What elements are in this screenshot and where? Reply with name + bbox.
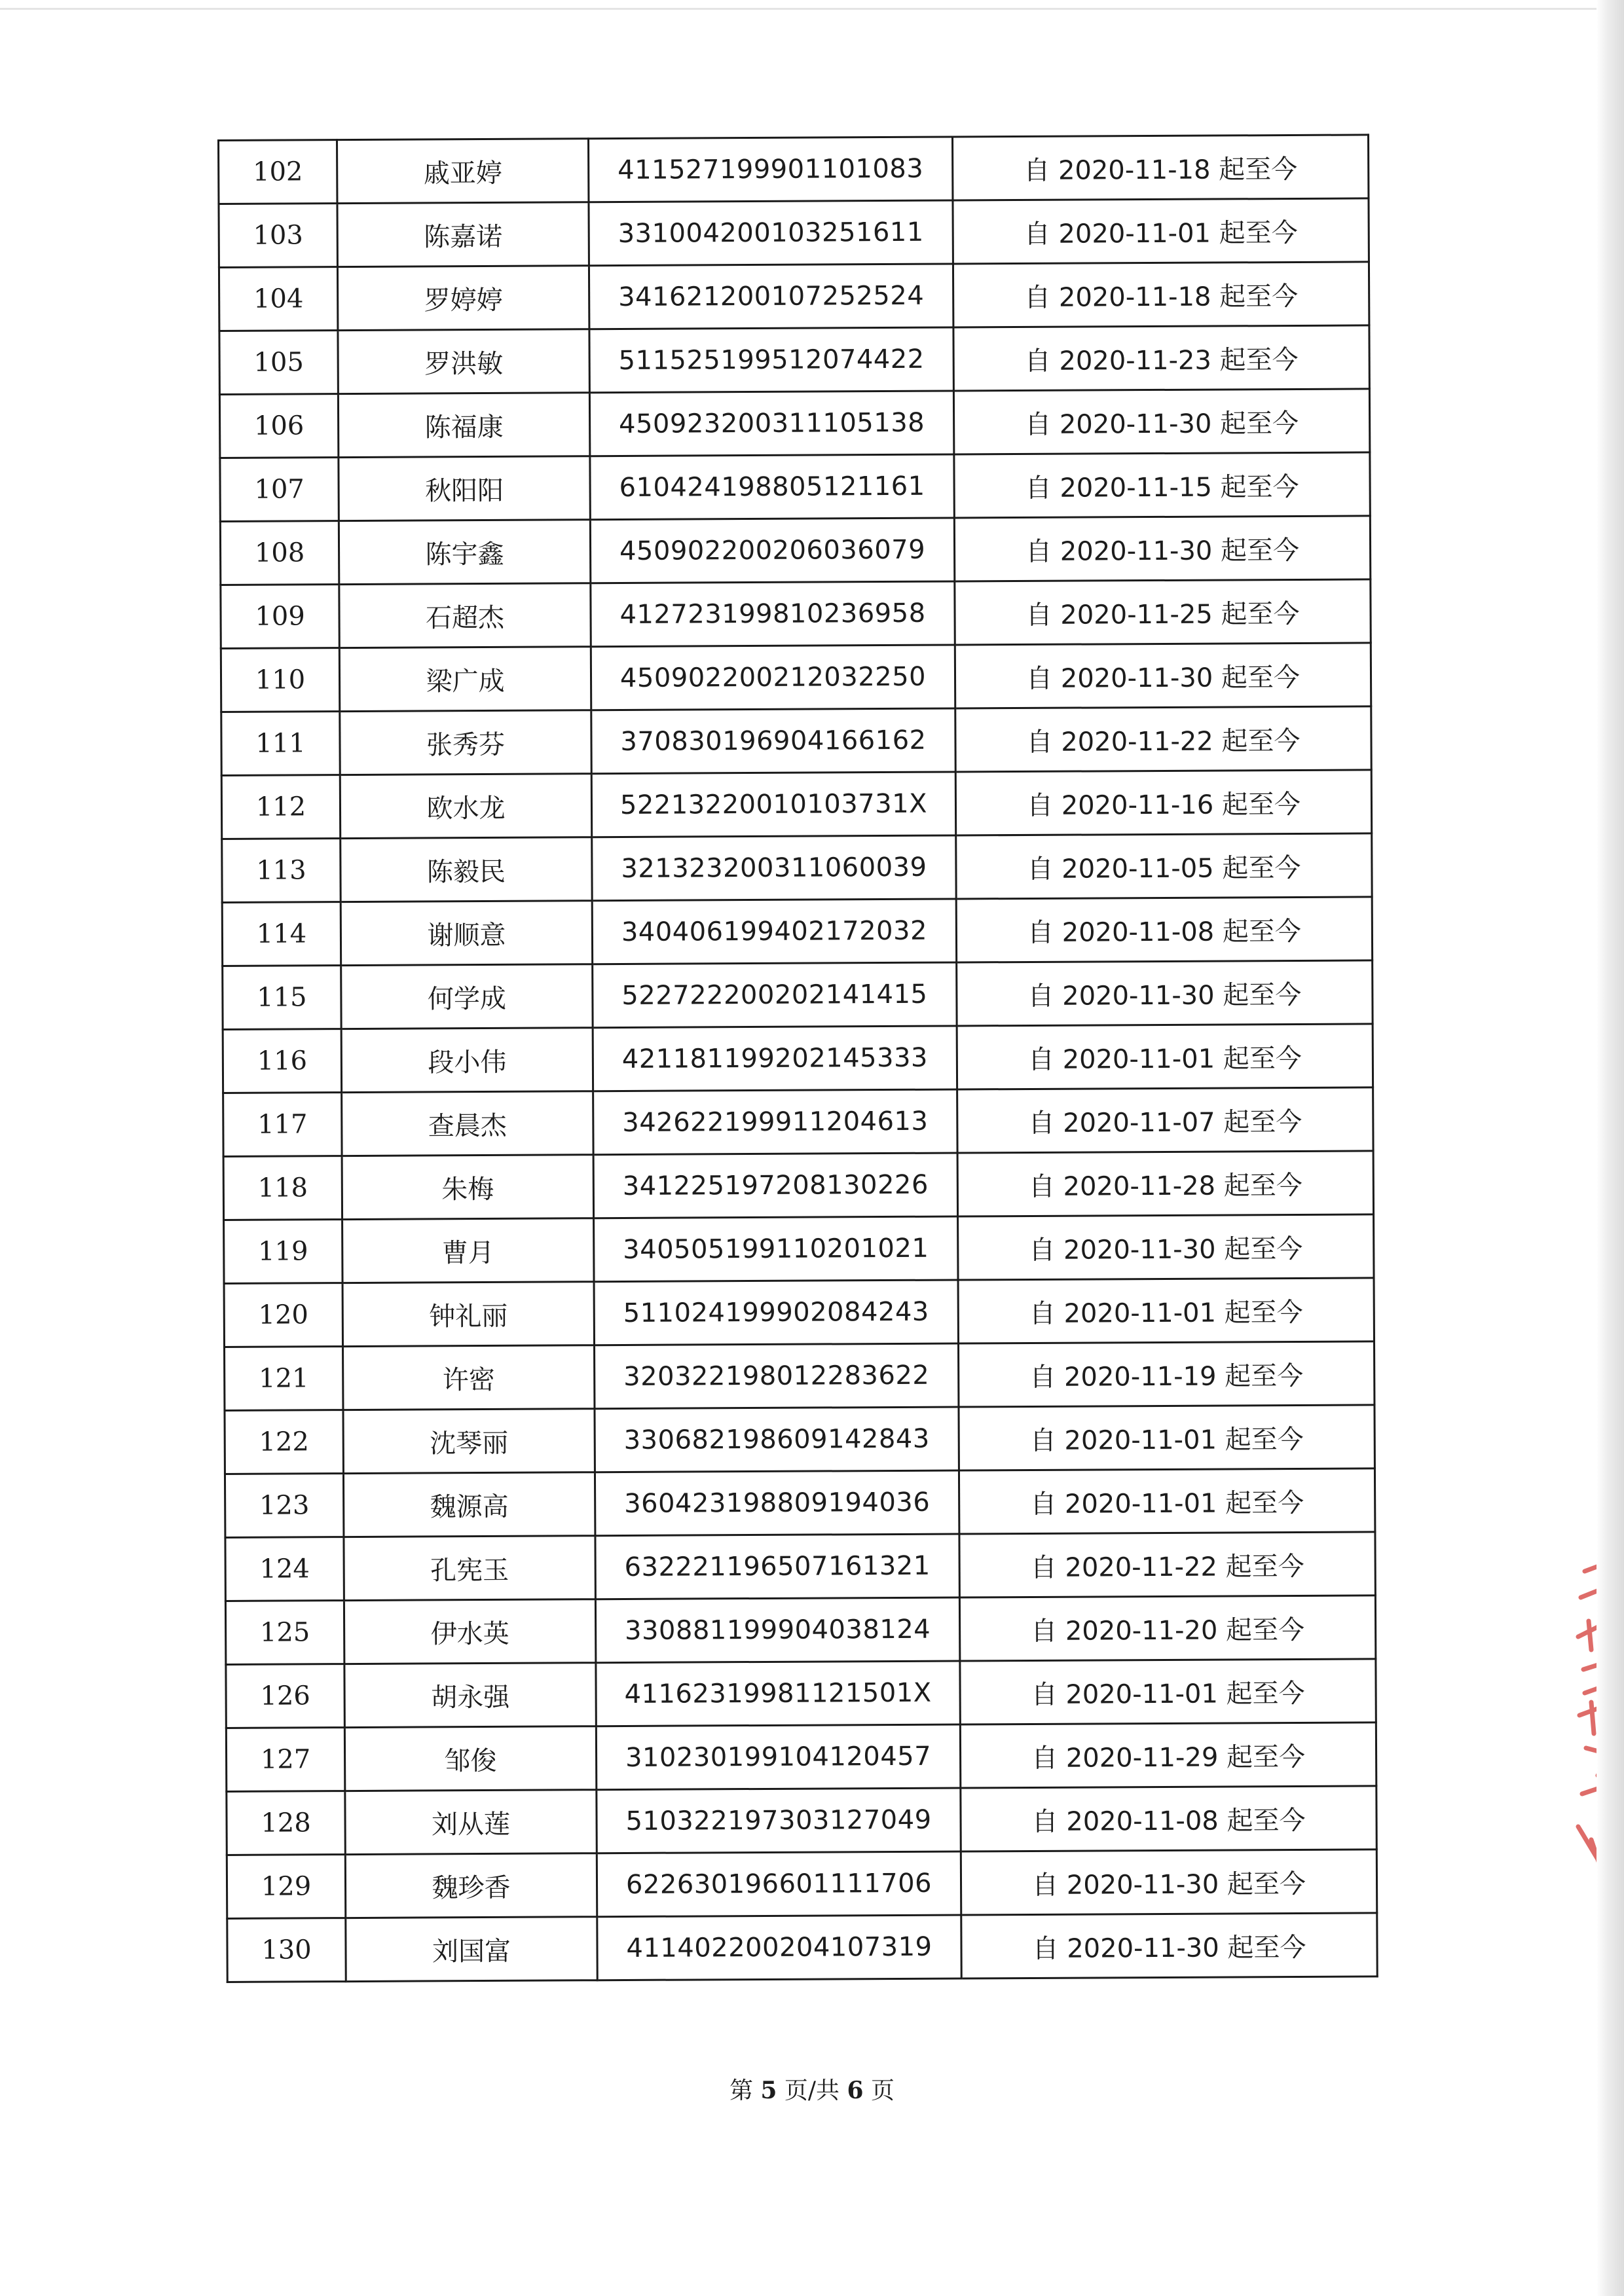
period-suffix: 起至今 — [1227, 1932, 1306, 1963]
period-start-date: 2020-11-30 — [1060, 536, 1213, 567]
person-name: 刘从莲 — [345, 1790, 597, 1855]
row-number: 104 — [219, 267, 337, 331]
table-row — [220, 516, 1370, 585]
person-name: 钟礼丽 — [342, 1282, 594, 1347]
footer-prefix: 第 — [729, 2077, 753, 2104]
id-number: 411402200204107319 — [597, 1915, 961, 1980]
scan-right-edge — [1596, 0, 1624, 2296]
period-cell — [957, 1087, 1373, 1153]
id-number: 632221196507161321 — [595, 1534, 959, 1599]
row-number: 127 — [226, 1728, 344, 1792]
period-cell — [956, 833, 1372, 899]
row-number: 117 — [223, 1093, 342, 1157]
period-suffix: 起至今 — [1220, 535, 1300, 566]
row-number: 120 — [224, 1283, 342, 1347]
period-prefix: 自 — [1025, 600, 1052, 630]
person-name: 欧水龙 — [340, 774, 591, 839]
person-name: 罗洪敏 — [338, 329, 589, 394]
period-start-date: 2020-11-01 — [1064, 1425, 1217, 1456]
row-number: 102 — [219, 140, 337, 204]
period-start-date: 2020-11-23 — [1059, 345, 1212, 376]
table-row — [227, 1850, 1376, 1919]
person-name: 胡永强 — [344, 1663, 596, 1728]
id-number: 341621200107252524 — [589, 264, 953, 329]
period-cell — [952, 135, 1368, 200]
id-number: 522722200202141415 — [593, 962, 957, 1028]
person-name: 孔宪玉 — [344, 1536, 595, 1601]
table-row — [222, 897, 1372, 966]
period-suffix: 起至今 — [1221, 725, 1301, 757]
footer-middle: 页/共 — [784, 2077, 840, 2104]
person-name: 曹月 — [342, 1218, 594, 1283]
period-cell — [953, 262, 1369, 327]
table-row — [227, 1786, 1376, 1855]
period-start-date: 2020-11-08 — [1061, 917, 1215, 948]
period-prefix: 自 — [1024, 346, 1051, 376]
row-number: 124 — [225, 1537, 344, 1601]
period-start-date: 2020-11-01 — [1065, 1679, 1218, 1710]
table-row — [223, 960, 1373, 1030]
period-suffix: 起至今 — [1219, 217, 1298, 249]
period-cell — [957, 1151, 1373, 1216]
table-row — [225, 1341, 1375, 1411]
person-name: 陈宇鑫 — [339, 520, 590, 585]
period-start-date: 2020-11-30 — [1060, 663, 1213, 694]
person-name: 伊水英 — [344, 1599, 595, 1664]
person-name: 许密 — [343, 1345, 595, 1410]
person-name: 谢顺意 — [341, 901, 592, 966]
id-number: 52213220010103731X — [591, 772, 955, 837]
period-suffix: 起至今 — [1226, 1741, 1306, 1772]
roster-table-body — [219, 135, 1378, 1982]
table-row — [221, 643, 1371, 712]
period-cell — [954, 452, 1370, 518]
id-number: 610424198805121161 — [590, 454, 954, 520]
person-name: 陈嘉诺 — [337, 202, 589, 267]
table-row — [219, 325, 1369, 395]
row-number: 106 — [219, 394, 338, 458]
period-start-date: 2020-11-18 — [1058, 282, 1211, 313]
table-row — [226, 1722, 1376, 1792]
id-number: 511024199902084243 — [594, 1280, 958, 1345]
period-cell — [959, 1532, 1375, 1597]
period-cell — [959, 1405, 1375, 1470]
table-row — [222, 833, 1372, 903]
row-number: 128 — [227, 1791, 345, 1855]
period-start-date: 2020-11-30 — [1066, 1869, 1219, 1901]
period-start-date: 2020-11-15 — [1060, 472, 1212, 503]
period-suffix: 起至今 — [1220, 471, 1299, 503]
row-number: 112 — [221, 775, 340, 839]
table-row — [223, 1024, 1373, 1093]
period-start-date: 2020-11-01 — [1064, 1488, 1217, 1520]
period-suffix: 起至今 — [1219, 154, 1298, 185]
period-prefix: 自 — [1026, 790, 1054, 821]
table-row — [221, 770, 1371, 839]
period-cell — [954, 516, 1370, 581]
id-number: 340505199110201021 — [594, 1216, 958, 1282]
period-prefix: 自 — [1028, 1171, 1055, 1202]
period-cell — [959, 1595, 1375, 1661]
table-row — [225, 1595, 1375, 1665]
period-prefix: 自 — [1029, 1235, 1056, 1266]
table-row — [221, 579, 1371, 649]
period-prefix: 自 — [1030, 1489, 1057, 1520]
period-start-date: 2020-11-22 — [1065, 1552, 1218, 1583]
row-number: 105 — [219, 331, 338, 395]
period-suffix: 起至今 — [1223, 979, 1302, 1011]
id-number: 320322198012283622 — [595, 1343, 959, 1409]
period-prefix: 自 — [1025, 473, 1052, 503]
id-number: 511525199512074422 — [589, 327, 953, 393]
person-name: 罗婷婷 — [337, 266, 589, 331]
period-prefix: 自 — [1025, 409, 1052, 440]
person-name: 石超杰 — [339, 583, 591, 648]
period-suffix: 起至今 — [1225, 1551, 1304, 1582]
id-number: 330682198609142843 — [595, 1407, 959, 1472]
id-number: 450902200206036079 — [590, 518, 954, 583]
period-cell — [960, 1722, 1376, 1788]
period-cell — [957, 960, 1373, 1026]
period-suffix: 起至今 — [1219, 281, 1299, 312]
table-row — [224, 1278, 1374, 1347]
id-number: 321323200311060039 — [592, 835, 956, 901]
period-start-date: 2020-11-22 — [1061, 726, 1213, 757]
period-cell — [953, 198, 1369, 264]
period-start-date: 2020-11-30 — [1067, 1933, 1219, 1964]
period-prefix: 自 — [1031, 1743, 1058, 1774]
period-prefix: 自 — [1026, 727, 1053, 757]
row-number: 125 — [225, 1601, 344, 1665]
id-number: 330881199904038124 — [595, 1597, 959, 1663]
person-name: 梁广成 — [339, 647, 591, 712]
table-row — [225, 1468, 1375, 1538]
period-cell — [957, 1024, 1373, 1089]
person-name: 刘国富 — [346, 1917, 597, 1982]
table-row — [224, 1214, 1374, 1284]
row-number: 121 — [225, 1347, 343, 1411]
period-prefix: 自 — [1032, 1933, 1059, 1964]
row-number: 126 — [226, 1664, 344, 1728]
period-prefix: 自 — [1029, 1298, 1056, 1329]
period-suffix: 起至今 — [1219, 344, 1299, 376]
table-row — [227, 1913, 1377, 1982]
id-number: 310230199104120457 — [596, 1724, 960, 1790]
table-row — [219, 262, 1369, 331]
period-prefix: 自 — [1027, 981, 1054, 1011]
period-suffix: 起至今 — [1221, 598, 1300, 630]
period-prefix: 自 — [1025, 536, 1052, 567]
row-number: 113 — [222, 839, 341, 903]
row-number: 116 — [223, 1029, 341, 1093]
id-number: 421181199202145333 — [593, 1026, 957, 1091]
period-start-date: 2020-11-08 — [1066, 1806, 1219, 1837]
id-number: 331004200103251611 — [589, 200, 953, 266]
person-name: 段小伟 — [341, 1028, 593, 1093]
table-row — [223, 1087, 1373, 1157]
person-name: 沈琴丽 — [343, 1409, 595, 1474]
id-number: 450902200212032250 — [591, 645, 955, 710]
person-name: 朱梅 — [342, 1155, 593, 1220]
row-number: 109 — [221, 585, 339, 649]
period-start-date: 2020-11-30 — [1062, 980, 1215, 1011]
period-cell — [961, 1850, 1376, 1915]
period-prefix: 自 — [1029, 1425, 1056, 1456]
period-suffix: 起至今 — [1225, 1614, 1305, 1646]
id-number: 622630196601111706 — [597, 1851, 961, 1917]
period-prefix: 自 — [1031, 1870, 1059, 1901]
id-number: 412723199810236958 — [591, 581, 955, 647]
period-suffix: 起至今 — [1225, 1487, 1304, 1519]
period-cell — [955, 643, 1371, 708]
period-cell — [961, 1786, 1376, 1851]
scan-top-edge — [0, 8, 1624, 10]
period-prefix: 自 — [1031, 1679, 1058, 1710]
period-start-date: 2020-11-19 — [1063, 1361, 1217, 1393]
period-start-date: 2020-11-29 — [1065, 1742, 1219, 1774]
id-number: 41162319981121501X — [596, 1661, 960, 1726]
row-number: 123 — [225, 1474, 343, 1538]
period-prefix: 自 — [1024, 155, 1050, 186]
period-cell — [953, 389, 1369, 454]
id-number: 510322197303127049 — [597, 1788, 961, 1853]
period-prefix: 自 — [1024, 219, 1050, 249]
period-start-date: 2020-11-30 — [1063, 1234, 1216, 1266]
period-start-date: 2020-11-18 — [1058, 155, 1211, 186]
period-prefix: 自 — [1031, 1616, 1058, 1647]
period-start-date: 2020-11-30 — [1059, 409, 1212, 440]
period-cell — [959, 1468, 1375, 1534]
id-number: 341225197208130226 — [593, 1153, 957, 1218]
period-start-date: 2020-11-25 — [1060, 599, 1213, 630]
period-suffix: 起至今 — [1226, 1678, 1305, 1709]
period-cell — [956, 897, 1372, 962]
row-number: 118 — [223, 1156, 342, 1220]
id-number: 450923200311105138 — [589, 391, 953, 456]
period-start-date: 2020-11-01 — [1063, 1298, 1217, 1329]
period-cell — [959, 1341, 1375, 1407]
table-row — [225, 1405, 1375, 1474]
id-number: 360423198809194036 — [595, 1470, 959, 1536]
row-number: 130 — [227, 1918, 346, 1982]
row-number: 114 — [222, 902, 341, 966]
period-prefix: 自 — [1024, 282, 1051, 313]
period-start-date: 2020-11-05 — [1061, 853, 1214, 884]
row-number: 129 — [227, 1855, 345, 1919]
period-suffix: 起至今 — [1224, 1233, 1303, 1265]
footer-suffix: 页 — [871, 2077, 895, 2104]
period-cell — [961, 1913, 1377, 1978]
period-start-date: 2020-11-01 — [1058, 218, 1211, 249]
id-number: 411527199901101083 — [589, 137, 953, 202]
period-prefix: 自 — [1027, 917, 1054, 948]
table-row — [226, 1659, 1376, 1728]
period-suffix: 起至今 — [1223, 1043, 1302, 1074]
period-prefix: 自 — [1031, 1806, 1058, 1837]
table-row — [221, 706, 1371, 776]
table-row — [219, 135, 1369, 204]
person-name: 查晨杰 — [342, 1091, 593, 1156]
person-name: 秋阳阳 — [339, 456, 590, 521]
table-row — [219, 198, 1369, 268]
row-number: 103 — [219, 204, 337, 268]
period-cell — [953, 325, 1369, 391]
period-prefix: 自 — [1027, 1044, 1055, 1075]
id-number: 340406199402172032 — [592, 899, 956, 964]
period-prefix: 自 — [1028, 1108, 1055, 1139]
period-suffix: 起至今 — [1227, 1805, 1306, 1836]
row-number: 108 — [220, 521, 339, 585]
period-start-date: 2020-11-16 — [1061, 790, 1214, 821]
period-suffix: 起至今 — [1227, 1868, 1306, 1899]
person-name: 魏珍香 — [345, 1853, 597, 1918]
period-cell — [958, 1214, 1374, 1280]
roster-table — [217, 134, 1378, 1983]
table-row — [223, 1151, 1373, 1220]
person-name: 魏源高 — [343, 1472, 595, 1537]
person-name: 戚亚婷 — [337, 139, 589, 204]
period-prefix: 自 — [1030, 1552, 1057, 1583]
period-start-date: 2020-11-07 — [1063, 1107, 1215, 1139]
period-start-date: 2020-11-20 — [1065, 1615, 1218, 1647]
person-name: 陈福康 — [338, 393, 589, 458]
id-number: 342622199911204613 — [593, 1089, 957, 1155]
table-row — [220, 452, 1370, 522]
table-row — [219, 389, 1369, 458]
person-name: 陈毅民 — [341, 837, 592, 902]
period-start-date: 2020-11-01 — [1062, 1044, 1215, 1075]
period-cell — [955, 770, 1371, 835]
period-suffix: 起至今 — [1219, 408, 1299, 439]
person-name: 张秀芬 — [340, 710, 591, 775]
id-number: 370830196904166162 — [591, 708, 955, 774]
period-suffix: 起至今 — [1225, 1360, 1304, 1392]
period-suffix: 起至今 — [1221, 789, 1301, 820]
row-number: 107 — [220, 458, 339, 522]
period-prefix: 自 — [1027, 854, 1054, 884]
period-suffix: 起至今 — [1225, 1424, 1304, 1455]
period-start-date: 2020-11-28 — [1063, 1171, 1216, 1202]
period-suffix: 起至今 — [1224, 1297, 1303, 1328]
row-number: 119 — [224, 1220, 342, 1284]
row-number: 111 — [221, 712, 340, 776]
period-cell — [955, 579, 1371, 645]
person-name: 何学成 — [341, 964, 593, 1029]
page-footer — [0, 2072, 1624, 2105]
footer-total-pages: 6 — [847, 2077, 864, 2104]
row-number: 110 — [221, 648, 339, 712]
period-suffix: 起至今 — [1223, 1170, 1302, 1201]
person-name: 邹俊 — [344, 1726, 596, 1791]
row-number: 122 — [225, 1410, 343, 1474]
period-suffix: 起至今 — [1223, 1106, 1302, 1138]
table-row — [225, 1532, 1375, 1601]
period-prefix: 自 — [1029, 1362, 1056, 1393]
period-suffix: 起至今 — [1222, 916, 1301, 947]
period-cell — [960, 1659, 1376, 1724]
footer-current-page: 5 — [760, 2077, 777, 2104]
period-cell — [955, 706, 1371, 772]
period-prefix: 自 — [1025, 663, 1053, 694]
period-suffix: 起至今 — [1221, 662, 1301, 693]
row-number: 115 — [223, 966, 341, 1030]
period-suffix: 起至今 — [1222, 852, 1301, 884]
period-cell — [958, 1278, 1374, 1343]
